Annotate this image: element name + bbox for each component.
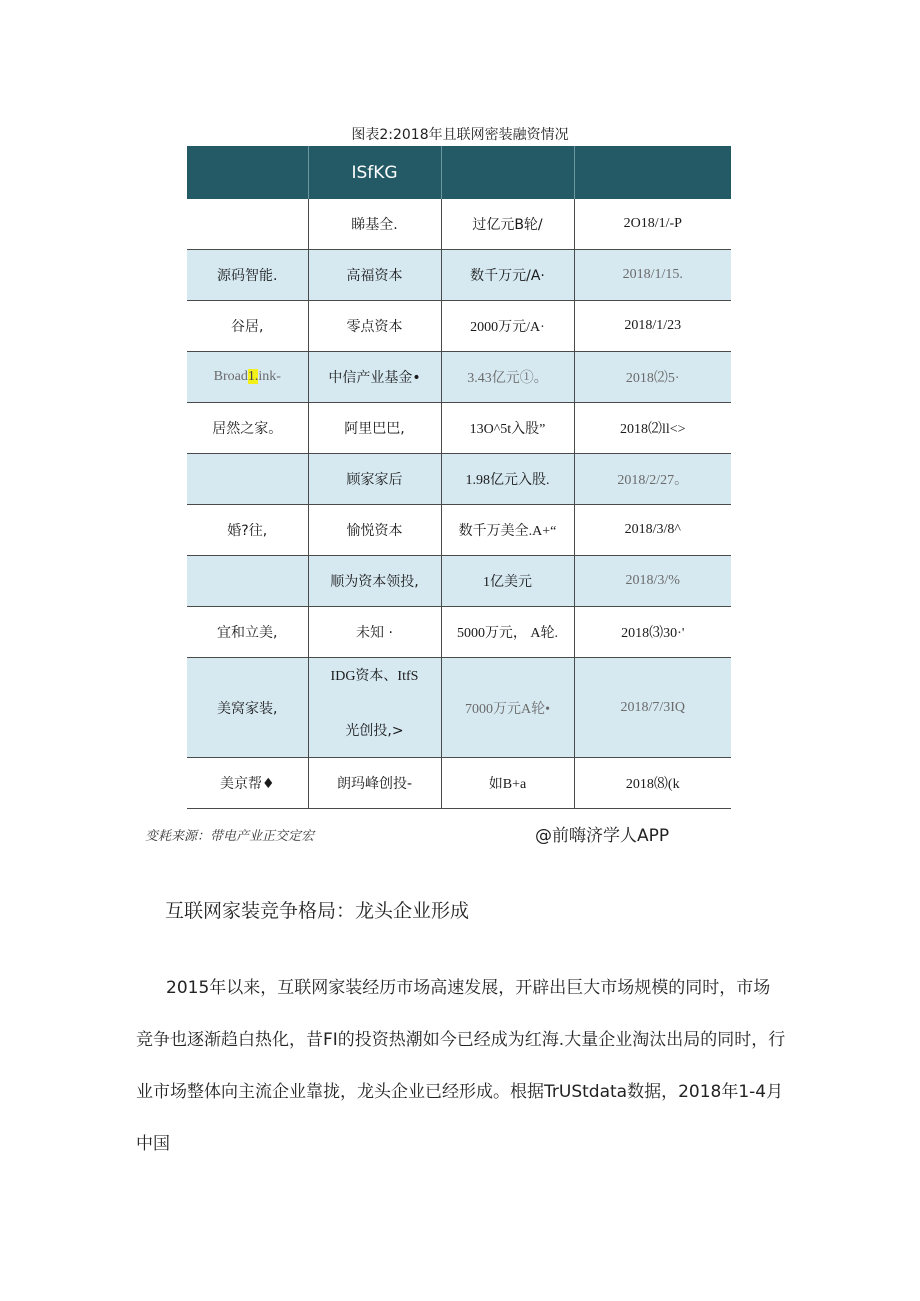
company-cell [187, 454, 308, 505]
date-cell: 2018⑻(k [574, 758, 731, 809]
amount-cell: 数千万元/A· [441, 250, 574, 301]
header-cell-1 [187, 146, 308, 199]
date-cell: 2018/1/23 [574, 301, 731, 352]
investor-cell: 高福资本 [308, 250, 441, 301]
data-source-note: 变耗来源：带电产业正交定宏 [145, 829, 315, 844]
table-row [187, 556, 731, 607]
amount-cell: 2000万元/A· [441, 301, 574, 352]
table-row [187, 301, 731, 352]
investor-cell: 睇基全. [308, 199, 441, 250]
table-row [187, 607, 731, 658]
amount-cell: 过亿元B轮/ [441, 199, 574, 250]
investor-cell [308, 658, 441, 758]
investor-cell: 顺为资本领投, [308, 556, 441, 607]
date-cell: 2018/3/% [574, 556, 731, 607]
table-row [187, 454, 731, 505]
amount-cell: 1亿美元 [441, 556, 574, 607]
investor-cell: 阿里巴巴, [308, 403, 441, 454]
company-cell: 源码智能. [187, 250, 308, 301]
company-text-end: ink- [258, 369, 281, 384]
investor-cell: 未知 · [308, 607, 441, 658]
table-row [187, 505, 731, 556]
investor-cell: 顾家家后 [308, 454, 441, 505]
amount-cell: 13O^5t入股” [441, 403, 574, 454]
amount-cell: 如B+a [441, 758, 574, 809]
table-row [187, 658, 731, 758]
table-row [187, 250, 731, 301]
company-cell: 谷居, [187, 301, 308, 352]
highlighted-text: 1. [247, 369, 259, 384]
company-text-start: Broad [213, 369, 248, 384]
company-cell [187, 352, 308, 403]
amount-cell: 数千万美全.A+“ [441, 505, 574, 556]
date-cell: 2018⑶30·' [574, 607, 731, 658]
amount-cell: 7000万元A轮• [441, 658, 574, 758]
table-row [187, 352, 731, 403]
date-cell: 2018/1/15. [574, 250, 731, 301]
company-cell [187, 199, 308, 250]
date-cell: 2018⑵ll<> [574, 403, 731, 454]
company-cell [187, 556, 308, 607]
section-heading: 互联网家装竞争格局：龙头企业形成 [165, 900, 470, 922]
table-caption: 图表2:2018年且联网密装融资情况 [351, 127, 569, 143]
investor-cell: 零点资本 [308, 301, 441, 352]
investor-line: 光创投,> [345, 722, 404, 739]
table-header-row [187, 146, 731, 199]
company-cell: 美窝家装, [187, 658, 308, 758]
investor-line: IDG资本、ItfS [330, 668, 419, 684]
investor-cell: 朗玛峰创投- [308, 758, 441, 809]
header-cell-4 [574, 146, 731, 199]
company-cell: 宜和立美, [187, 607, 308, 658]
header-cell-2: ISfKG [308, 146, 441, 199]
body-paragraph: 2015年以来，互联网家装经历市场高速发展，开辟出巨大市场规模的同时，市场竞争也逐渐趋白热化，昔FI的投资热潮如今已经成为红海.大量企业淘汰出局的同时，行业市场整体向主流企业靠拢，龙头企业已经形成。根据TrUStdata数据，2018年1-4月中国 [136, 978, 786, 1154]
date-cell: 2018/3/8^ [574, 505, 731, 556]
investor-cell: 中信产业基金• [308, 352, 441, 403]
date-cell: 2O18/1/-P [574, 199, 731, 250]
header-cell-3 [441, 146, 574, 199]
company-cell: 美京帮♦ [187, 758, 308, 809]
table-row [187, 199, 731, 250]
watermark: @前嗨济学人APP [535, 826, 670, 846]
financing-table [187, 146, 731, 809]
date-cell: 2018/2/27。 [574, 454, 731, 505]
amount-cell: 3.43亿元①。 [441, 352, 574, 403]
table-row [187, 758, 731, 809]
investor-cell: 愉悦资本 [308, 505, 441, 556]
company-cell: 居然之家。 [187, 403, 308, 454]
table-row [187, 403, 731, 454]
company-cell: 婚?往, [187, 505, 308, 556]
date-cell: 2018/7/3IQ [574, 658, 731, 758]
date-cell: 2018⑵5· [574, 352, 731, 403]
amount-cell: 1.98亿元入股. [441, 454, 574, 505]
amount-cell: 5000万元， A轮. [441, 607, 574, 658]
